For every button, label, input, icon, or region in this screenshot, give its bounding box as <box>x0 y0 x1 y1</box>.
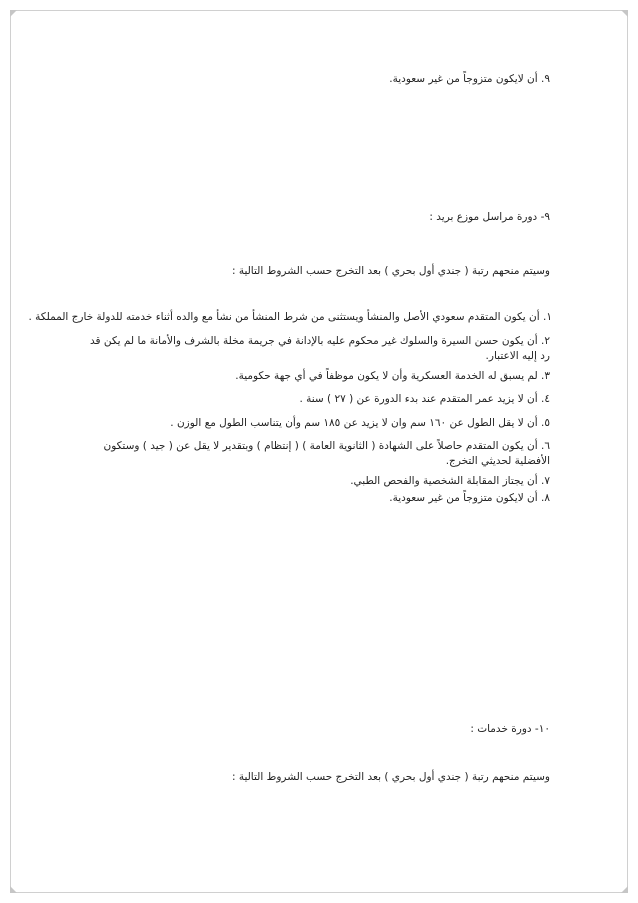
section-9-intro: وسيتم منحهم رتبة ( جندي أول بحري ) بعد التخرج حسب الشروط التالية : <box>231 265 550 277</box>
corner-mark-bottom-right <box>621 886 628 893</box>
section-10-heading: ١٠- دورة خدمات : <box>470 723 550 735</box>
section-9-item-1: ١. أن يكون المتقدم سعودي الأصل والمنشأ ويستثنى من شرط المنشأ من نشأ مع والده أثناء خدمته للدولة خارج المملكة . <box>28 311 552 323</box>
section-9-item-4: ٤. أن لا يزيد عمر المتقدم عند بدء الدورة عن ( ٢٧ ) سنة . <box>299 393 550 405</box>
section-9-heading: ٩- دورة مراسل موزع بريد : <box>429 211 550 223</box>
corner-mark-top-left <box>10 10 17 17</box>
section-9-item-3: ٣. لم يسبق له الخدمة العسكرية وأن لا يكون موظفاً في أي جهة حكومية. <box>235 370 550 382</box>
section-9-item-8: ٨. أن لايكون متزوجاً من غير سعودية. <box>389 492 550 504</box>
section-10-intro: وسيتم منحهم رتبة ( جندي أول بحري ) بعد التخرج حسب الشروط التالية : <box>231 771 550 783</box>
top-list-item: ٩. أن لايكون متزوجاً من غير سعودية. <box>389 73 550 85</box>
section-9-item-2: ٢. أن يكون حسن السيرة والسلوك غير محكوم عليه بالإدانة في جريمة مخلة بالشرف والأمانة ما لم يكن قد رد إليه الاعتبار. <box>90 335 550 362</box>
section-9-item-7: ٧. أن يجتاز المقابلة الشخصية والفحص الطبي. <box>350 475 550 487</box>
corner-mark-top-right <box>621 10 628 17</box>
section-9-item-5: ٥. أن لا يقل الطول عن ١٦٠ سم وان لا يزيد عن ١٨٥ سم وأن يتناسب الطول مع الوزن . <box>170 417 550 429</box>
section-9-item-6: ٦. أن يكون المتقدم حاصلاً على الشهادة ( الثانوية العامة ) ( إنتظام ) وبتقدير لا يقل عن ( جيد ) وستكون الأفضلية لحديثي التخرج. <box>103 440 550 467</box>
corner-mark-bottom-left <box>10 886 17 893</box>
